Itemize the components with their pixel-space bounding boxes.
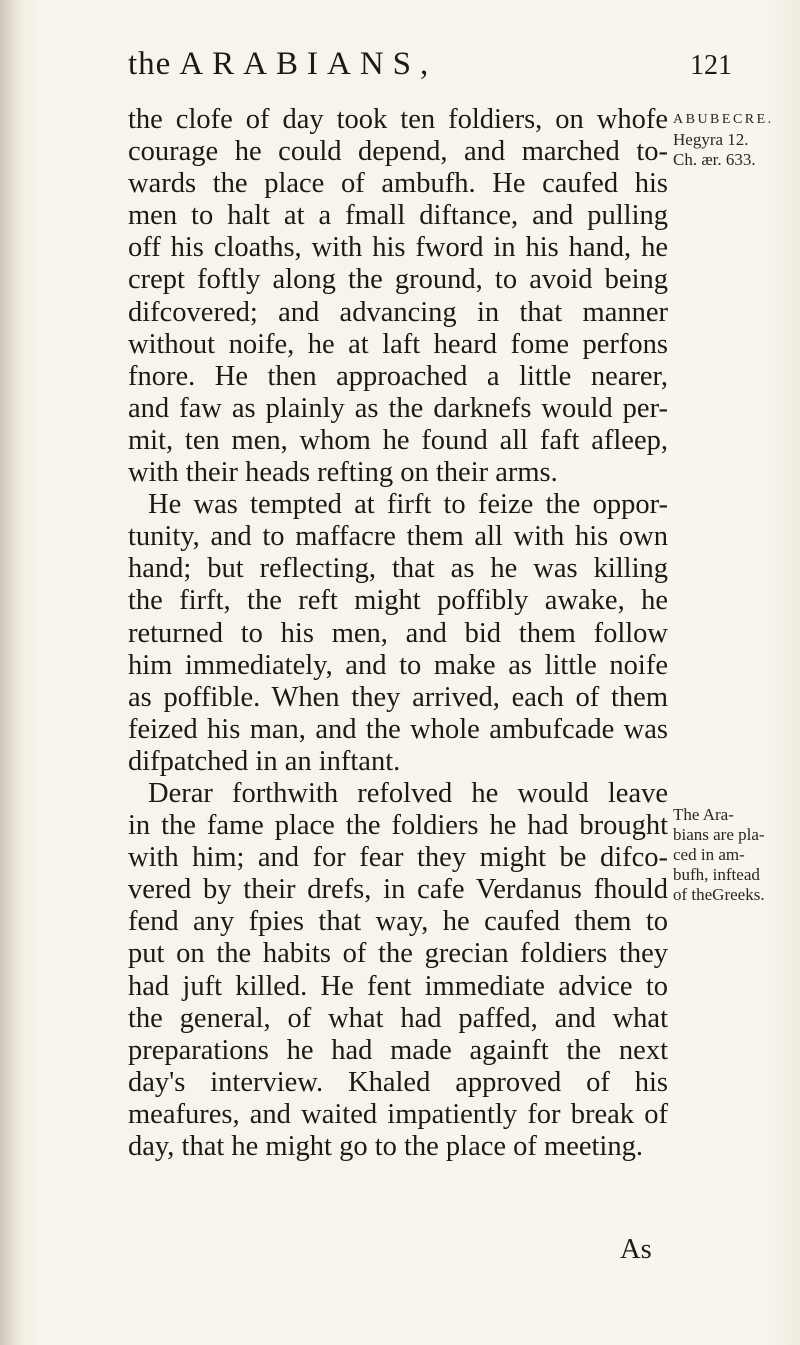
text-line: the general, of what had paffed, and what [128, 1002, 668, 1034]
text-line: in the fame place the foldiers he had brought [128, 810, 668, 842]
text-line: the clofe of day took ten foldiers, on whofe [128, 104, 668, 135]
margin-note-line: of theGreeks. [673, 885, 765, 904]
text-line: crept foftly along the ground, to avoid being [128, 264, 668, 296]
page-number: 121 [690, 50, 732, 81]
text-line: with their heads refting on their arms. [128, 457, 558, 489]
text-line: the firft, the reft might poffibly awake, he [128, 585, 668, 617]
text-line: difcovered; and advancing in that manner [128, 296, 668, 328]
body-text [128, 104, 668, 1163]
margin-note-line: ced in am- [673, 845, 745, 864]
catchword: As [620, 1234, 652, 1265]
margin-note-line: Ch. ær. 633. [673, 150, 756, 169]
text-line: without noife, he at laft heard fome perfons [128, 328, 668, 360]
margin-note-abubecre [673, 110, 795, 170]
margin-note-line: bufh, inftead [673, 865, 760, 884]
text-line: men to halt at a fmall diftance, and pulling [128, 200, 668, 232]
margin-note-line: bians are pla- [673, 825, 765, 844]
text-line: difpatched in an inftant. [128, 745, 401, 777]
text-line: tunity, and to maffacre them all with his own [128, 521, 668, 553]
binding-shadow [0, 0, 22, 1345]
margin-note-ambush [673, 805, 795, 905]
text-line: and faw as plainly as the darknefs would per- [128, 392, 668, 424]
text-line: day's interview. Khaled approved of his [128, 1066, 668, 1098]
margin-note-line: Hegyra 12. [673, 130, 749, 149]
text-line: him immediately, and to make as little noife [128, 649, 668, 681]
text-line: Derar forthwith refolved he would leave [148, 777, 668, 809]
text-line: courage he could depend, and marched to- [128, 136, 668, 168]
text-line: vered by their drefs, in cafe Verdanus fhould [128, 874, 668, 906]
running-head-article: the [128, 46, 172, 82]
text-line: wards the place of ambufh. He caufed his [128, 168, 668, 200]
margin-note-line: ABUBECRE. [673, 112, 774, 127]
text-line: He was tempted at firft to feize the oppor- [148, 489, 668, 521]
text-line: feized his man, and the whole ambufcade was [128, 713, 668, 745]
text-line: meafures, and waited impatiently for break of [128, 1098, 668, 1130]
text-line: fend any fpies that way, he caufed them to [128, 906, 668, 938]
text-line: preparations he had made againft the next [128, 1034, 668, 1066]
text-line: as poffible. When they arrived, each of them [128, 681, 668, 713]
text-line: returned to his men, and bid them follow [128, 617, 668, 649]
text-line: mit, ten men, whom he found all faft afleep, [128, 424, 668, 456]
text-line: hand; but reflecting, that as he was killing [128, 553, 668, 585]
running-head-title: ARABIANS, [179, 46, 438, 82]
text-line: day, that he might go to the place of meeting. [128, 1131, 643, 1162]
text-line: put on the habits of the grecian foldiers they [128, 938, 668, 970]
text-line: off his cloaths, with his fword in his hand, he [128, 232, 668, 264]
running-head [128, 46, 437, 83]
text-line: fnore. He then approached a little nearer, [128, 360, 668, 392]
text-line: with him; and for fear they might be difco- [128, 842, 668, 874]
margin-note-line: The Ara- [673, 805, 734, 824]
text-line: had juft killed. He fent immediate advice to [128, 970, 668, 1002]
page-header [0, 40, 800, 90]
